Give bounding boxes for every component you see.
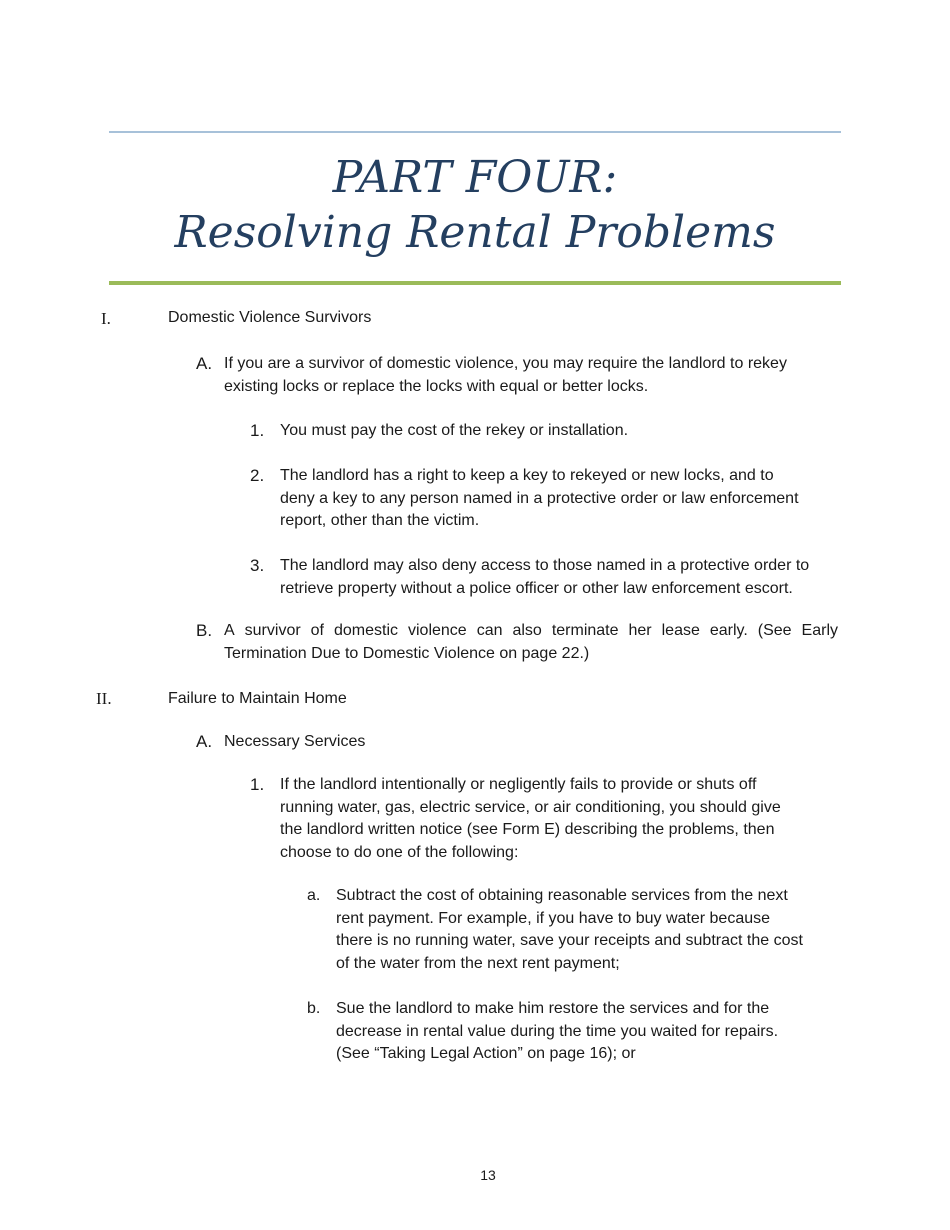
text-line: the landlord written notice (see Form E) describing the problems, then [280,821,775,838]
word: (See [757,622,792,639]
word: survivor [244,622,301,639]
section-1-sub-1-text [280,420,628,443]
text-line: If the landlord intentionally or negligently fails to provide or shuts off [280,776,757,793]
section-2-heading: Failure to Maintain Home [168,690,347,707]
text-line: (See “Taking Legal Action” on page 16); or [336,1045,636,1062]
word: terminate [551,622,619,639]
text-line: existing locks or replace the locks with equal or better locks. [224,377,649,395]
text-line: deny a key to any person named in a protective order or law enforcement [280,489,799,507]
text-line: choose to do one of the following: [280,843,519,861]
text-line: The landlord may also deny access to those named in a protective order to [280,557,810,574]
section-2-sub-a-marker: a. [307,887,321,904]
text-line: Subtract the cost of obtaining reasonable services from the next [336,887,788,904]
word: Early [801,622,838,639]
section-2-sub-a-text [336,885,803,975]
section-2-item-a-text: Necessary Services [224,733,366,750]
section-1-sub-1-marker: 1. [250,421,265,440]
section-1-heading: Domestic Violence Survivors [168,309,372,326]
word: her [628,622,652,639]
word: of [310,622,324,639]
justified-line [224,620,838,643]
section-2-sub-b-text [336,998,778,1066]
text-line: You must pay the cost of the rekey or installation. [280,422,629,439]
word: domestic [333,622,399,639]
word: can [476,622,503,639]
text-line: Sue the landlord to make him restore the services and for the [336,1000,770,1017]
section-1-sub-2-text [280,465,799,533]
word: violence [408,622,467,639]
text-line: there is no running water, save your receipts and subtract the cost [336,932,803,949]
word: early. [709,622,748,639]
text-line: report, other than the victim. [280,512,480,529]
word: also [512,622,542,639]
section-1-sub-2-marker: 2. [250,466,265,485]
title-line-2: Resolving Rental Problems [174,207,776,258]
word: A [224,622,235,639]
text-line: The landlord has a right to keep a key to rekeyed or new locks, and to [280,467,774,484]
word: lease [661,622,700,639]
section-2-sub-1-text [280,774,781,864]
section-1-sub-3-marker: 3. [250,556,265,575]
section-1-marker: I. [101,309,111,328]
section-2-marker: II. [96,689,112,708]
section-2-sub-b-marker: b. [307,1000,321,1017]
text-line: of the water from the next rent payment; [336,954,620,972]
text-line: Termination Due to Domestic Violence on page 22.) [224,644,590,662]
text-line: If you are a survivor of domestic violence, you may require the landlord to rekey [224,355,787,372]
text-line: running water, gas, electric service, or air conditioning, you should give [280,798,781,816]
page-title [0,150,950,260]
text-line: rent payment. For example, if you have to buy water because [336,909,771,927]
section-1-item-b-text [224,620,838,665]
section-2-item-a-marker: A. [196,732,213,751]
page-number: 13 [480,1167,496,1183]
section-1-item-a-text [224,353,787,398]
section-1-item-b-marker: B. [196,621,213,640]
bottom-divider [109,281,841,285]
text-line: retrieve property without a police officer or other law enforcement escort. [280,579,793,597]
section-1-sub-3-text [280,555,809,600]
top-divider [109,131,841,133]
title-line-1: PART FOUR: [332,152,618,203]
section-2-sub-1-marker: 1. [250,775,265,794]
text-line: decrease in rental value during the time you waited for repairs. [336,1022,779,1040]
section-1-item-a-marker: A. [196,354,213,373]
